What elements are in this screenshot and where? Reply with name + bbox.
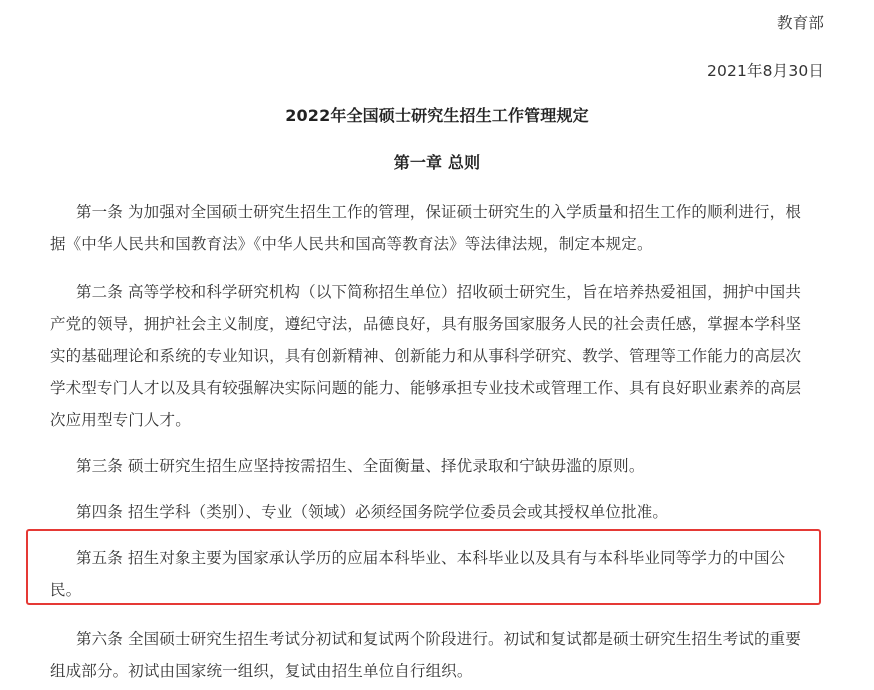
chapter-title: 第一章 总则 bbox=[393, 153, 481, 172]
article-line: 民。 bbox=[50, 581, 82, 599]
publish-date: 2021年8月30日 bbox=[706, 62, 824, 80]
article-line: 组成部分。初试由国家统一组织，复试由招生单位自行组织。 bbox=[50, 662, 473, 680]
article-line: 据《中华人民共和国教育法》《中华人民共和国高等教育法》等法律法规，制定本规定。 bbox=[50, 235, 653, 253]
article-line: 第三条 硕士研究生招生应坚持按需招生、全面衡量、择优录取和宁缺毋滥的原则。 bbox=[76, 457, 645, 475]
issuer-label: 教育部 bbox=[777, 14, 824, 32]
article-line: 实的基础理论和系统的专业知识，具有创新精神、创新能力和从事科学研究、教学、管理等工作能力的高层次 bbox=[50, 347, 802, 365]
document-title: 2022年全国硕士研究生招生工作管理规定 bbox=[285, 106, 589, 125]
article-line: 第五条 招生对象主要为国家承认学历的应届本科毕业、本科毕业以及具有与本科毕业同等学力的中国公 bbox=[76, 549, 786, 567]
article-line: 第四条 招生学科（类别）、专业（领域）必须经国务院学位委员会或其授权单位批准。 bbox=[76, 503, 669, 521]
article-line: 第一条 为加强对全国硕士研究生招生工作的管理，保证硕士研究生的入学质量和招生工作的顺利进行，根 bbox=[76, 203, 801, 221]
article-line: 产党的领导，拥护社会主义制度，遵纪守法，品德良好，具有服务国家服务人民的社会责任感，掌握本学科坚 bbox=[50, 315, 802, 333]
article-line: 次应用型专门人才。 bbox=[50, 411, 191, 429]
article-line: 学术型专门人才以及具有较强解决实际问题的能力、能够承担专业技术或管理工作、具有良好职业素养的高层 bbox=[50, 379, 802, 397]
article-line: 第六条 全国硕士研究生招生考试分初试和复试两个阶段进行。初试和复试都是硕士研究生招生考试的重要 bbox=[76, 630, 801, 648]
article-line: 第二条 高等学校和科学研究机构（以下简称招生单位）招收硕士研究生，旨在培养热爱祖国，拥护中国共 bbox=[76, 283, 801, 301]
